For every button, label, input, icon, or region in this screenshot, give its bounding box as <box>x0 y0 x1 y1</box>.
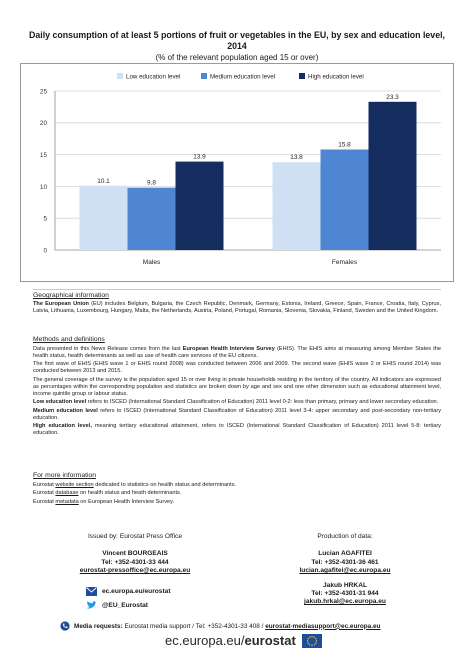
low-label: Low education level <box>33 399 87 406</box>
more-text: Eurostat <box>33 498 54 505</box>
more-text: on health status and heath determinants. <box>80 490 182 497</box>
chart-frame <box>20 63 454 282</box>
site-footer[interactable] <box>165 633 322 648</box>
medium-text: refers to ISCED (International Standard Classification of Education) 2011 level 3-4: upper secondary and post-secondary non-tertiary education. <box>33 407 441 421</box>
bar <box>128 188 176 250</box>
methods-paragraph: The general coverage of the survey is the population aged 15 or over living in private households residing in the territory of the country. All indicators are expressed as percentages within the corresponding population and statistics are broken down by age and sex and one other dimension such as educational attainment level, income quintile group or labour status. <box>33 376 441 397</box>
legend-label: Low education level <box>126 73 181 81</box>
bar-chart <box>21 64 453 281</box>
contact-email-link[interactable]: jakub.hrkal@ec.europa.eu <box>304 598 386 606</box>
ehis-label: European Health Interview Survey <box>182 346 275 352</box>
site-url-brand: eurostat <box>244 633 296 648</box>
media-text: Eurostat media support / Tel: +352-4301-33 408 / <box>124 622 264 630</box>
production-label: Production of data: <box>317 533 373 540</box>
more-text: Eurostat <box>33 482 54 488</box>
contact-name: Vincent BOURGEAIS <box>102 550 168 558</box>
more-text: dedicated to statistics on health status and determinants. <box>95 482 237 488</box>
issued-by-column <box>60 533 210 576</box>
contact-email-link[interactable]: lucian.agafitei@ec.europa.eu <box>299 567 391 575</box>
y-tick-label: 10 <box>39 183 47 191</box>
x-tick-label: Females <box>331 259 358 266</box>
data-label: 15.8 <box>338 141 351 149</box>
legend-swatch <box>117 73 123 79</box>
contact-email-link[interactable]: eurostat-pressoffice@ec.europa.eu <box>79 567 191 575</box>
contact-name: Jakub HRKAL <box>323 581 367 589</box>
legend-label: High education level <box>308 73 364 81</box>
y-tick-label: 5 <box>43 215 47 223</box>
media-email-link[interactable]: eurostat-mediasupport@ec.europa.eu <box>265 622 381 630</box>
site-url-prefix: ec.europa.eu/ <box>165 633 245 648</box>
legend-swatch <box>299 73 305 79</box>
chart-subtitle: (% of the relevant population aged 15 or over) <box>155 53 319 62</box>
contact-tel: Tel: +352-4301-31 944 <box>311 590 379 598</box>
chart-title: Daily consumption of at least 5 portions of fruit or vegetables in the EU, by sex and education level, 2014 <box>29 30 445 51</box>
divider <box>33 289 441 290</box>
medium-label: Medium education level <box>33 407 98 414</box>
data-label: 23.3 <box>386 93 399 101</box>
low-text: refers to ISCED (International Standard Classification of Education) 2011 level 0-2: less than primary, primary and lower secondary education. <box>87 399 439 406</box>
x-tick-label: Males <box>142 259 161 266</box>
bar <box>321 150 369 250</box>
website-section-link[interactable]: website section <box>55 482 94 488</box>
phone-icon <box>60 621 70 631</box>
geo-section <box>33 301 441 316</box>
contact-name: Lucian AGAFITEI <box>318 550 372 558</box>
geo-heading: Geographical information <box>33 292 109 299</box>
social-twitter[interactable] <box>86 601 148 610</box>
more-section <box>33 482 441 507</box>
database-link[interactable]: database <box>55 490 79 497</box>
data-label: 13.8 <box>290 154 303 162</box>
y-tick-label: 20 <box>39 120 47 128</box>
social-web[interactable] <box>86 587 171 596</box>
production-column <box>270 533 420 607</box>
bar <box>176 162 224 250</box>
eu-label: The European Union <box>33 301 89 307</box>
y-tick-label: 0 <box>43 247 47 255</box>
eu-flag-icon <box>302 634 322 648</box>
issued-by-label: Issued by: Eurostat Press Office <box>87 533 183 540</box>
legend-label: Medium education level <box>210 73 276 81</box>
more-heading: For more information <box>33 472 97 479</box>
twitter-link[interactable]: @EU_Eurostat <box>102 602 149 609</box>
methods-paragraph: The first wave of EHIS (EHIS wave 1 or EHIS round 2008) was conducted between 2006 and 2009. The second wave (EHIS wave 2 or EHIS round 2014) was conducted between 2013 and 2015. <box>33 361 441 375</box>
website-link[interactable]: ec.europa.eu/eurostat <box>102 588 171 595</box>
contact-tel: Tel: +352-4301-33 444 <box>101 558 169 566</box>
contact-tel: Tel: +352-4301-36 461 <box>311 558 379 566</box>
high-text: meaning tertiary educational attainment, refers to ISCED (International Standard Classification of Education) 2011 level 5-8: tertiary education. <box>33 422 441 436</box>
data-label: 9.8 <box>147 179 156 187</box>
media-requests <box>60 621 380 631</box>
methods-text: Data presented in this News Release comes from the last <box>33 346 181 352</box>
methods-section <box>33 346 441 438</box>
geo-text: (EU) includes Belgium, Bulgaria, the Czech Republic, Denmark, Germany, Estonia, Ireland, Greece, Spain, France, Croatia, Italy, Cyprus, Latvia, Lithuania, Luxembourg, Hungary, Malta, the Netherlands, Austria, Poland, Portugal, Romania, Slovenia, Slovakia, Finland, Sweden and the United Kingdom. <box>33 301 442 315</box>
twitter-icon <box>86 601 97 610</box>
methods-heading: Methods and definitions <box>33 336 105 343</box>
high-label: High education level, <box>33 422 92 429</box>
media-label: Media requests: <box>74 622 123 630</box>
legend-swatch <box>201 73 207 79</box>
more-text: Eurostat <box>33 490 54 497</box>
data-label: 10.1 <box>97 177 110 185</box>
email-icon <box>86 587 97 596</box>
more-text: on European Health Interview Survey. <box>80 498 175 505</box>
bar <box>80 186 128 250</box>
y-tick-label: 25 <box>39 88 47 96</box>
methods-text: (EHIS). The EHIS aims at measuring among Member States the health status, health determinants as well as use of health care services of the EU citizens. <box>33 346 442 360</box>
bar <box>273 162 321 250</box>
y-tick-label: 15 <box>39 152 47 159</box>
bar <box>369 102 417 250</box>
data-label: 13.9 <box>193 153 206 161</box>
metadata-link[interactable]: metadata <box>55 498 79 505</box>
